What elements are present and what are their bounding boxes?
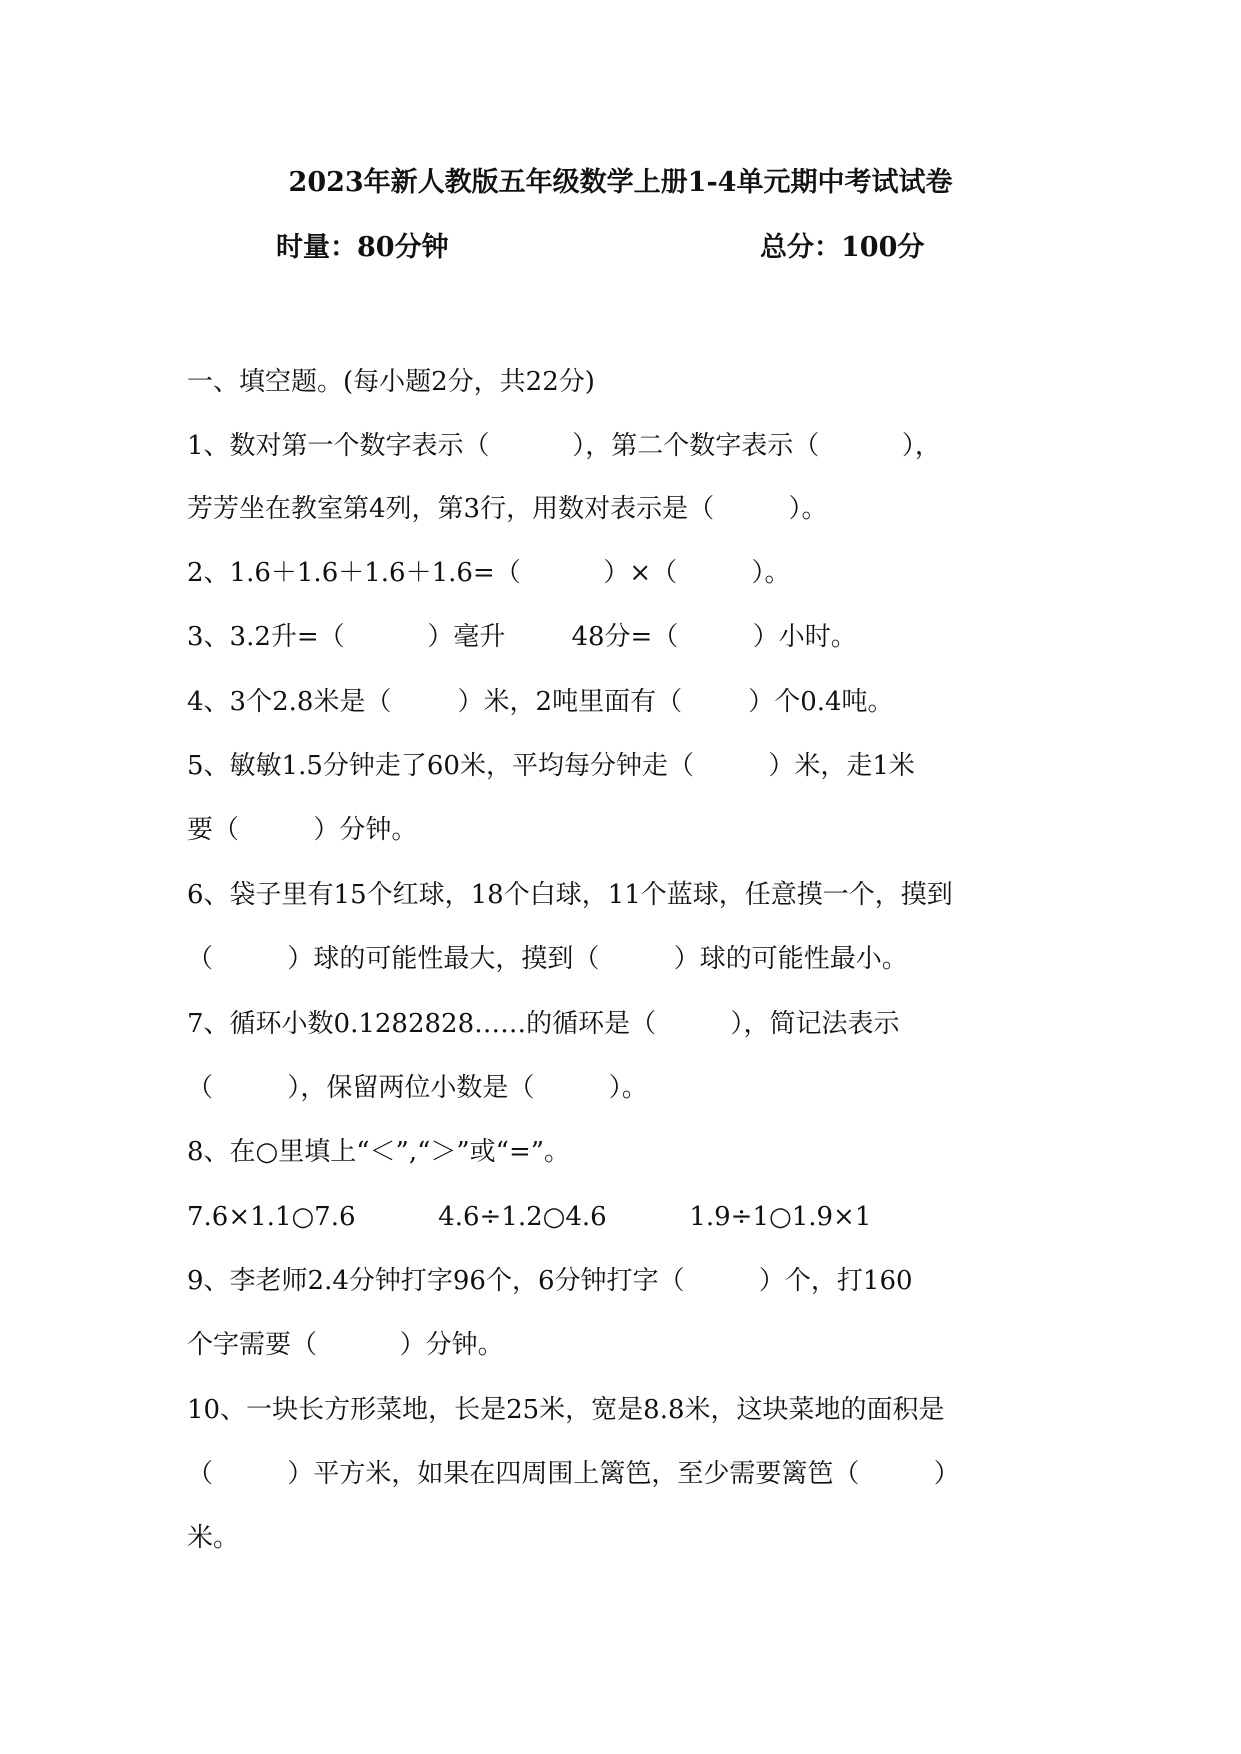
- question-10-line-2: （ ）平方米，如果在四周围上篱笆，至少需要篱笆（ ）: [187, 1459, 960, 1489]
- question-6-line-2: （ ）球的可能性最大，摸到（ ）球的可能性最小。: [187, 944, 908, 974]
- question-7-line-2: （ ），保留两位小数是（ ）。: [187, 1073, 648, 1103]
- question-9-line-1: 9、李老师2.4分钟打字96个，6分钟打字（ ）个，打160: [187, 1266, 913, 1296]
- total-score: 总分：100分: [760, 232, 925, 263]
- question-8-items: 7.6×1.1○7.6 4.6÷1.2○4.6 1.9÷1○1.9×1: [187, 1202, 872, 1232]
- question-1-line-2: 芳芳坐在教室第4列，第3行，用数对表示是（ ）。: [187, 494, 828, 524]
- question-10-line-1: 10、一块长方形菜地，长是25米，宽是8.8米，这块菜地的面积是: [187, 1395, 945, 1425]
- question-5-line-1: 5、敏敏1.5分钟走了60米，平均每分钟走（ ）米，走1米: [187, 751, 915, 781]
- section-heading: 一、填空题。(每小题2分，共22分): [187, 367, 595, 397]
- question-6-line-1: 6、袋子里有15个红球，18个白球，11个蓝球，任意摸一个，摸到: [187, 880, 953, 910]
- exam-title: 2023年新人教版五年级数学上册1-4单元期中考试试卷: [288, 167, 953, 198]
- question-2: 2、1.6＋1.6＋1.6＋1.6=（ ）×（ ）。: [187, 558, 791, 588]
- question-4: 4、3个2.8米是（ ）米，2吨里面有（ ）个0.4吨。: [187, 687, 894, 717]
- question-5-line-2: 要（ ）分钟。: [187, 815, 418, 845]
- question-9-line-2: 个字需要（ ）分钟。: [187, 1330, 504, 1360]
- question-8: 8、在○里填上“＜”,“＞”或“=”。: [187, 1137, 571, 1167]
- time-limit: 时量：80分钟: [276, 232, 449, 263]
- question-10-line-3: 米。: [187, 1523, 240, 1553]
- question-3: 3、3.2升=（ ）毫升 48分=（ ）小时。: [187, 622, 857, 652]
- question-1-line-1: 1、数对第一个数字表示（ ），第二个数字表示（ ），: [187, 431, 941, 461]
- question-7-line-1: 7、循环小数0.1282828……的循环是（ ），简记法表示: [187, 1009, 900, 1039]
